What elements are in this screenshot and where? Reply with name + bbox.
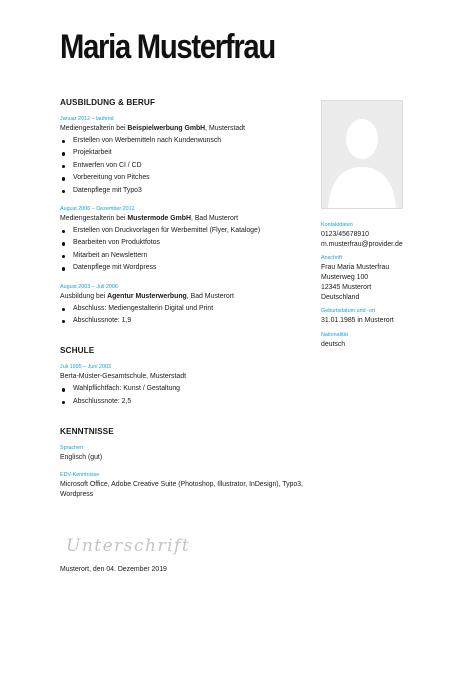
nationality-label: Nationalität — [321, 331, 348, 338]
contact-label: Kontaktdaten — [321, 222, 353, 228]
list-item: Bearbeiten von Produktfotos — [60, 237, 305, 249]
phone: 0123/45678910 — [321, 231, 369, 238]
list-item: Wahlpflichtfach: Kunst / Gestaltung — [60, 383, 305, 395]
sidebar-column — [321, 100, 441, 350]
school-entry — [60, 364, 305, 408]
school-name: Berta-Muster-Gesamtschule, Musterstadt — [60, 373, 186, 381]
nationality-value: deutsch — [321, 340, 346, 348]
address-name: Frau Maria Musterfrau — [321, 264, 390, 272]
section-heading-education: AUSBILDUNG & BERUF — [60, 98, 156, 107]
list-item: Erstellen von Druckvorlagen für Werbemittel (Flyer, Kataloge) — [60, 225, 305, 237]
entry-company: Agentur Musterwerbung — [107, 292, 187, 300]
address-country: Deutschland — [321, 293, 360, 301]
education-entry-1 — [60, 116, 305, 197]
birth-label: Geburtsdatum und -ort — [321, 308, 376, 315]
entry-date: Januar 2012 – laufend — [60, 116, 114, 122]
school-details — [60, 383, 305, 408]
email: m.musterfrau@provider.de — [321, 240, 403, 248]
list-item: Projektarbeit — [60, 147, 305, 159]
entry-tasks — [60, 303, 305, 328]
entry-role: Mediengestalterin bei Beispielwerbung GmbH, Musterstadt — [60, 125, 245, 132]
entry-tasks — [60, 135, 305, 197]
skills-edv-value: Microsoft Office, Adobe Creative Suite (Photoshop, Illustrator, InDesign), Typo3, — [60, 481, 303, 489]
skills-languages — [60, 445, 305, 463]
list-item: Vorbereitung von Pitches — [60, 172, 305, 184]
avatar — [321, 100, 403, 209]
applicant-name: Maria Musterfrau — [60, 28, 275, 66]
signature: Unterschrift — [66, 536, 191, 556]
skills-edv-value-cont: Wordpress — [60, 491, 94, 499]
entry-role: Mediengestalterin bei Mustermode GmbH, Bad Musterort — [60, 215, 239, 223]
section-heading-skills: KENNTNISSE — [60, 427, 114, 437]
list-item: Entwerfen von CI / CD — [60, 160, 305, 172]
address-city: 12345 Musterort — [321, 283, 372, 291]
nationality-block — [321, 332, 441, 350]
address-street: Musterweg 100 — [321, 274, 369, 282]
list-item: Mitarbeit an Newslettern — [60, 250, 305, 262]
birth-block — [321, 308, 441, 326]
entry-tasks — [60, 225, 305, 275]
entry-date: August 2006 – Dezember 2012 — [60, 206, 135, 213]
entry-date: August 2003 – Juli 2006 — [60, 283, 118, 290]
list-item: Erstellen von Werbemitteln nach Kundenwunsch — [60, 135, 305, 147]
list-item: Datenpflege mit Wordpress — [60, 262, 305, 274]
skills-edv — [60, 472, 305, 500]
skills-languages-value: Englisch (gut) — [60, 454, 103, 462]
section-heading-school: SCHULE — [60, 346, 95, 356]
list-item: Abschlussnote: 1,9 — [60, 315, 305, 327]
education-entry-3 — [60, 284, 305, 328]
birth-value: 31.01.1985 in Musterort — [321, 317, 394, 325]
entry-company: Mustermode GmbH — [127, 215, 191, 223]
address-block — [321, 255, 441, 302]
contact-block — [321, 222, 441, 249]
main-column — [60, 98, 305, 509]
place-date: Musterort, den 04. Dezember 2019 — [60, 566, 167, 573]
list-item: Abschlussnote: 2,5 — [60, 396, 305, 408]
list-item: Abschluss: Mediengestalterin Digital und Print — [60, 303, 305, 315]
list-item: Datenpflege mit Typo3 — [60, 185, 305, 197]
skills-languages-label: Sprachen — [60, 445, 84, 452]
entry-company: Beispielwerbung GmbH — [127, 125, 206, 132]
avatar-silhouette-icon — [322, 101, 402, 208]
address-label: Anschrift — [321, 255, 342, 262]
entry-role: Ausbildung bei Agentur Musterwerbung, Bad Musterort — [60, 292, 234, 300]
education-entry-2 — [60, 206, 305, 275]
entry-date: Juli 1995 – Juni 2003 — [60, 364, 111, 371]
skills-edv-label: EDV-Kenntnisse — [60, 472, 100, 479]
